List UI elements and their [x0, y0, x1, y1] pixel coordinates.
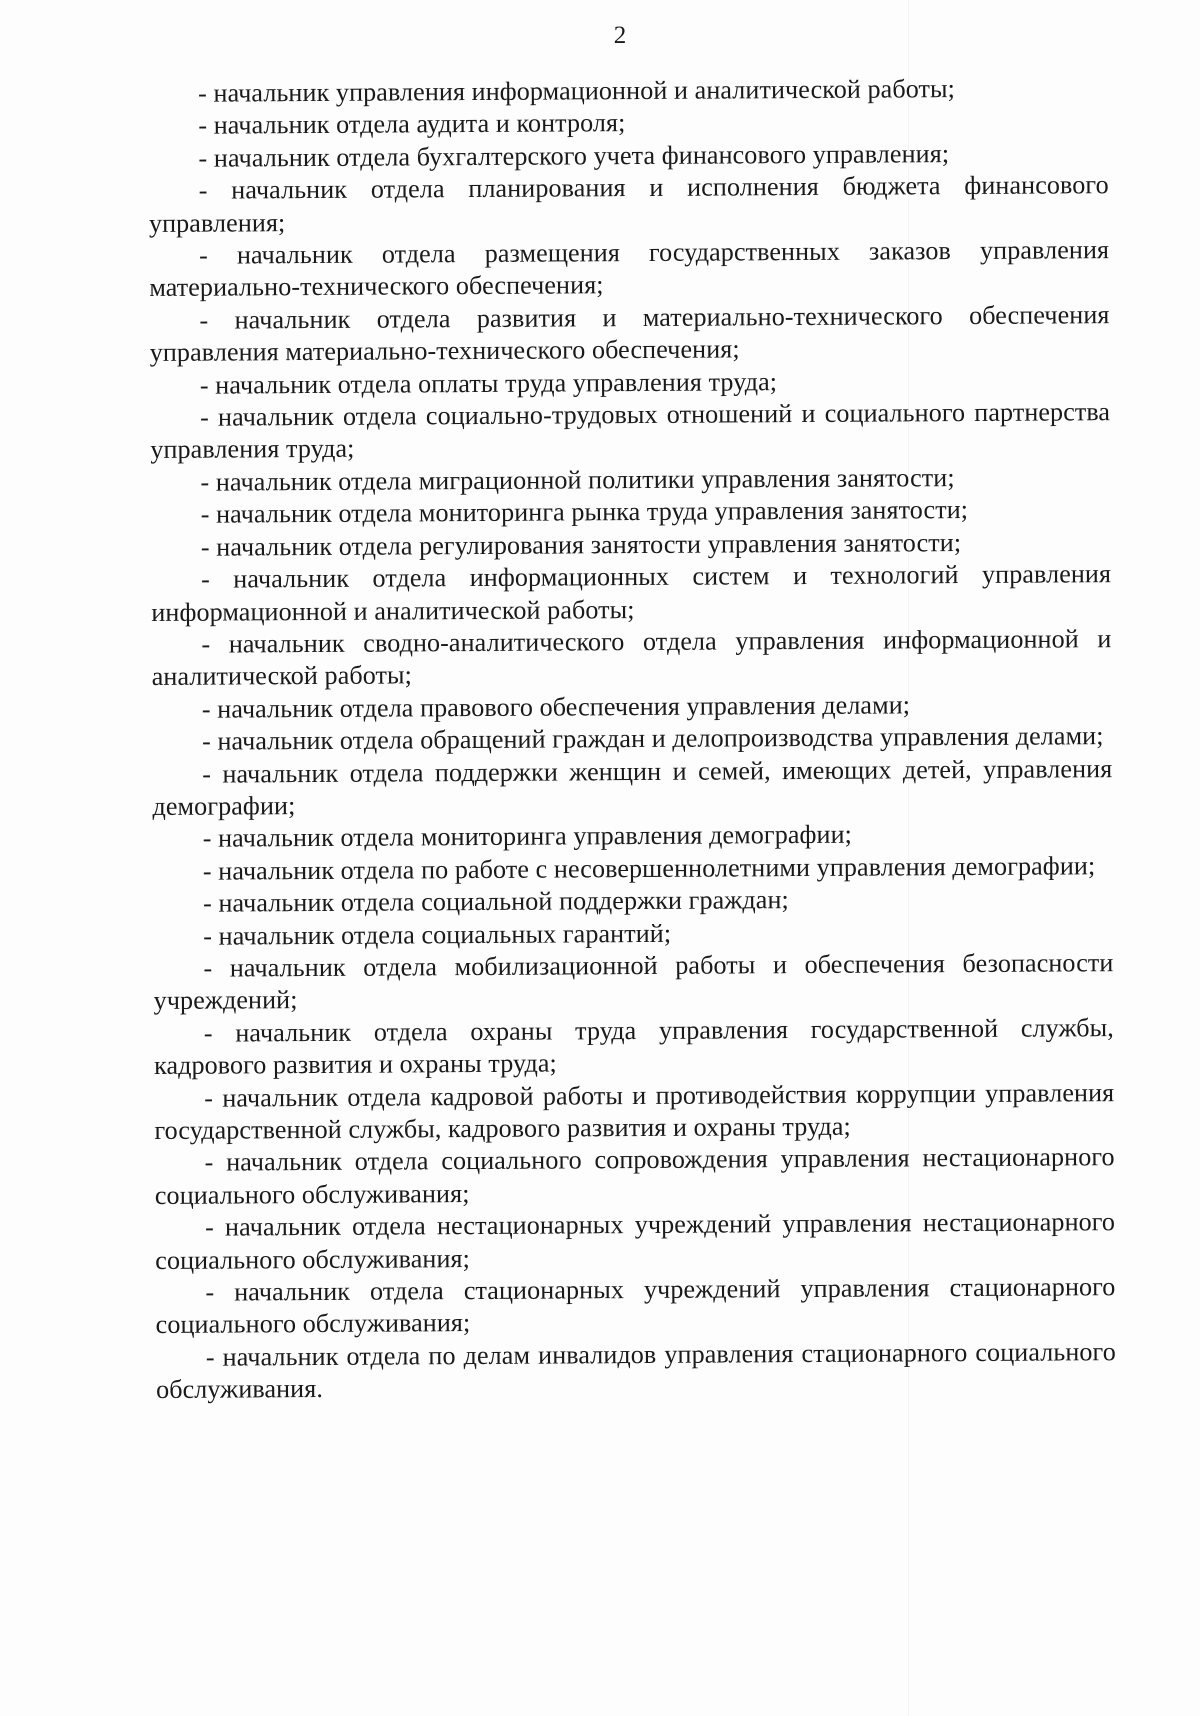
- list-item: - начальник отдела правового обеспечения управления делами;: [201, 690, 911, 724]
- list-item: - начальник отдела поддержки женщин и семей, имеющих детей, управления демографии;: [152, 753, 1113, 821]
- position-list: [148, 72, 1116, 1406]
- list-item: - начальник отдела планирования и исполнения бюджета финансового управления;: [148, 170, 1109, 238]
- list-item: - начальник отдела по делам инвалидов управления стационарного социального обслуживания.: [155, 1336, 1116, 1405]
- list-item: - начальник отдела социальной поддержки граждан;: [202, 885, 789, 918]
- list-item: - начальник отдела регулирования занятости управления занятости;: [200, 527, 962, 562]
- list-item: - начальник отдела миграционной политики управления занятости;: [200, 462, 955, 497]
- list-item: - начальник отдела обращений граждан и делопроизводства управления делами;: [201, 721, 1104, 756]
- list-item: - начальник управления информационной и аналитической работы;: [198, 74, 955, 108]
- list-item: - начальник отдела развития и материально-технического обеспечения управления материально-технического обеспечения;: [149, 299, 1110, 368]
- list-item: - начальник отдела оплаты труда управления труда;: [199, 366, 778, 400]
- list-item: - начальник отдела мониторинга управления демографии;: [202, 820, 853, 854]
- list-item: - начальник сводно-аналитического отдела управления информационной и аналитической работы;: [151, 624, 1112, 692]
- list-item: - начальник отдела кадровой работы и противодействия коррупции управления государственной службы, кадрового развития и охраны труда;: [154, 1077, 1115, 1145]
- list-item: - начальник отдела по работе с несовершеннолетними управления демографии;: [202, 850, 1096, 886]
- list-item: - начальник отдела социально-трудовых отношений и социального партнерства управления труда;: [150, 397, 1111, 465]
- list-item: - начальник отдела бухгалтерского учета финансового управления;: [198, 138, 950, 173]
- list-item: - начальник отдела охраны труда управления государственной службы, кадрового развития и охраны труда;: [153, 1012, 1114, 1081]
- list-item: - начальник отдела мониторинга рынка труда управления занятости;: [200, 495, 969, 529]
- list-item: - начальник отдела нестационарных учреждений управления нестационарного социального обслуживания;: [155, 1207, 1116, 1275]
- list-item: - начальник отдела стационарных учреждений управления стационарного социального обслуживания;: [155, 1272, 1116, 1340]
- list-item: - начальник отдела социального сопровождения управления нестационарного социального обслуживания;: [154, 1142, 1115, 1210]
- list-item: - начальник отдела аудита и контроля;: [198, 108, 626, 141]
- list-item: - начальник отдела мобилизационной работы и обеспечения безопасности учреждений;: [153, 948, 1114, 1016]
- list-item: - начальник отдела размещения государственных заказов управления материально-технического обеспечения;: [149, 235, 1110, 303]
- list-item: - начальник отдела социальных гарантий;: [203, 918, 672, 951]
- list-item: - начальник отдела информационных систем и технологий управления информационной и аналитической работы;: [151, 559, 1112, 627]
- page-number: 2: [613, 22, 627, 49]
